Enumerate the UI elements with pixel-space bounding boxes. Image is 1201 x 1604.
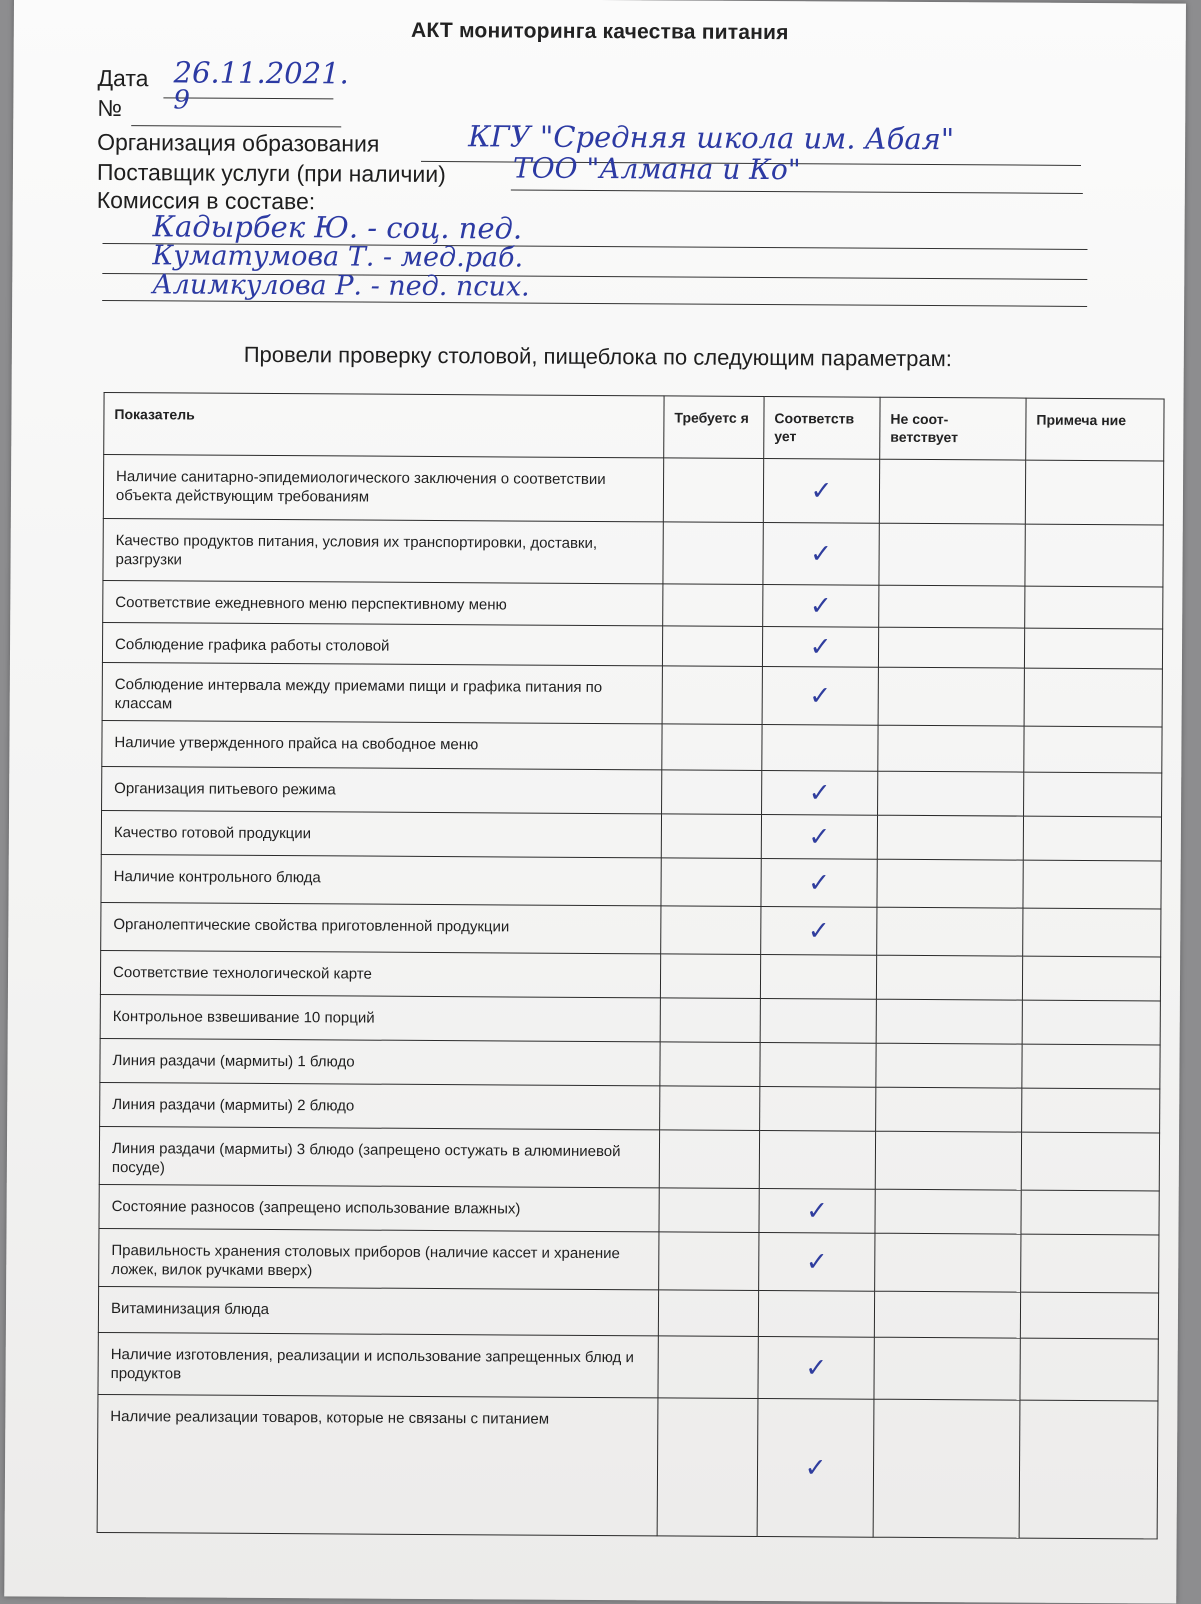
commission-member-1: Кадырбек Ю. - соц. пед. — [152, 209, 523, 246]
complies-cell — [760, 1086, 876, 1131]
table-row — [101, 810, 1161, 860]
param-cell: Линия раздачи (мармиты) 1 блюдо — [100, 1038, 660, 1085]
table-row — [100, 1082, 1160, 1132]
required-cell — [659, 1232, 759, 1291]
supplier-label: Поставщик услуги (при наличии) — [96, 158, 446, 188]
complies-cell — [759, 1188, 875, 1233]
table-row — [98, 1286, 1158, 1338]
table-row — [103, 518, 1163, 586]
param-cell: Соблюдение интервала между приемами пищи и графика питания по классам — [102, 662, 662, 723]
complies-cell — [759, 1130, 875, 1189]
number-value: 9 — [173, 85, 191, 116]
complies-cell — [761, 907, 877, 956]
commission-label: Комиссия в составе: — [96, 186, 316, 215]
required-cell — [661, 906, 761, 955]
param-cell: Соответствие технологической карте — [100, 950, 660, 997]
param-cell: Наличие реализации товаров, которые не связаны с питанием — [97, 1394, 658, 1535]
required-cell — [659, 1188, 759, 1233]
not-complies-cell — [876, 1043, 1022, 1088]
param-cell: Линия раздачи (мармиты) 2 блюдо — [100, 1082, 660, 1129]
complies-cell — [760, 998, 876, 1043]
required-cell — [661, 858, 761, 907]
complies-cell — [757, 1398, 874, 1537]
checkmark-icon: ✓ — [804, 1452, 827, 1483]
not-complies-cell — [874, 1337, 1020, 1400]
supplier-underline — [511, 189, 1083, 193]
required-cell — [659, 1130, 759, 1189]
not-complies-cell — [875, 1131, 1021, 1190]
not-complies-cell — [877, 815, 1023, 860]
checkmark-icon: ✓ — [805, 1352, 828, 1383]
commission-member-3: Алимкулова Р. - пед. псих. — [152, 269, 530, 303]
param-cell: Линия раздачи (мармиты) 3 блюдо (запрещено остужать в алюминиевой посуде) — [99, 1126, 659, 1187]
param-cell: Витаминизация блюда — [98, 1286, 658, 1335]
table-row — [99, 1126, 1159, 1190]
note-cell — [1023, 816, 1161, 861]
supplier-value: ТОО "Алмана и Ко" — [512, 151, 801, 187]
table-row — [102, 622, 1162, 668]
table-header-row — [104, 392, 1164, 460]
param-cell: Качество готовой продукции — [101, 810, 661, 857]
checkmark-icon: ✓ — [808, 821, 831, 852]
not-complies-cell — [878, 725, 1024, 772]
complies-cell — [760, 954, 876, 999]
table-row — [101, 854, 1161, 908]
not-complies-cell — [879, 523, 1025, 586]
table-row — [102, 720, 1162, 772]
note-cell — [1020, 1292, 1158, 1339]
table-row — [103, 454, 1163, 524]
table-row — [100, 994, 1160, 1044]
param-cell: Качество продуктов питания, условия их транспортировки, доставки, разгрузки — [103, 518, 663, 583]
note-cell — [1019, 1400, 1158, 1539]
required-cell — [663, 458, 763, 523]
complies-cell — [758, 1336, 874, 1399]
required-cell — [663, 522, 763, 585]
required-cell — [657, 1398, 758, 1537]
required-cell — [660, 1042, 760, 1087]
date-label: Дата — [97, 64, 149, 92]
checkmark-icon: ✓ — [806, 1195, 829, 1226]
header-required: Требуетс я — [664, 396, 764, 459]
complies-cell — [762, 667, 878, 726]
required-cell — [663, 584, 763, 627]
org-label: Организация образования — [97, 128, 380, 157]
param-cell: Состояние разносов (запрещено использование влажных) — [99, 1184, 659, 1231]
not-complies-cell — [876, 1087, 1022, 1132]
note-cell — [1021, 1132, 1159, 1191]
note-cell — [1024, 772, 1162, 817]
param-cell: Организация питьевого режима — [102, 766, 662, 813]
not-complies-cell — [878, 667, 1024, 726]
required-cell — [660, 1086, 760, 1131]
note-cell — [1024, 628, 1162, 669]
not-complies-cell — [878, 771, 1024, 816]
table-row — [100, 950, 1160, 1000]
note-cell — [1024, 726, 1162, 773]
not-complies-cell — [876, 955, 1022, 1000]
not-complies-cell — [877, 859, 1023, 908]
table-row — [98, 1332, 1158, 1400]
note-cell — [1025, 524, 1163, 587]
not-complies-cell — [876, 999, 1022, 1044]
complies-cell — [761, 815, 877, 860]
param-cell: Наличие утвержденного прайса на свободное меню — [102, 720, 662, 769]
checkmark-icon: ✓ — [808, 777, 831, 808]
document-title: АКТ мониторинга качества питания — [410, 18, 789, 45]
required-cell — [662, 666, 762, 725]
note-cell — [1023, 860, 1161, 909]
param-cell: Наличие санитарно-эпидемиологического заключения о соответствии объекта действующим требованиям — [103, 454, 663, 521]
required-cell — [660, 998, 760, 1043]
table-row — [102, 766, 1162, 816]
required-cell — [660, 954, 760, 999]
number-label: № — [97, 94, 123, 122]
param-cell: Контрольное взвешивание 10 порций — [100, 994, 660, 1041]
table-row — [97, 1394, 1158, 1538]
required-cell — [662, 724, 762, 771]
table-row — [102, 662, 1162, 726]
note-cell — [1023, 908, 1161, 957]
inspection-table — [97, 392, 1165, 1539]
not-complies-cell — [878, 627, 1024, 668]
complies-cell — [762, 725, 878, 772]
note-cell — [1024, 668, 1162, 727]
param-cell: Органолептические свойства приготовленной продукции — [101, 902, 661, 953]
complies-cell — [758, 1290, 874, 1337]
not-complies-cell — [873, 1399, 1020, 1538]
required-cell — [658, 1290, 758, 1337]
commission-member-2: Куматумова Т. - мед.раб. — [152, 240, 524, 274]
complies-cell — [759, 1232, 875, 1291]
checkmark-icon: ✓ — [805, 1246, 828, 1277]
header-indicator: Показатель — [104, 392, 664, 457]
complies-cell — [762, 771, 878, 816]
not-complies-cell — [874, 1291, 1020, 1338]
header-not-complies: Не соот- ветствует — [880, 397, 1026, 460]
checkmark-icon: ✓ — [809, 590, 832, 621]
checkmark-icon: ✓ — [807, 915, 830, 946]
commission-line-3 — [102, 300, 1087, 307]
complies-cell — [762, 627, 878, 668]
param-cell: Соответствие ежедневного меню перспективному меню — [103, 580, 663, 625]
table-row — [103, 580, 1163, 628]
checkmark-icon: ✓ — [808, 867, 831, 898]
complies-cell — [763, 585, 879, 628]
not-complies-cell — [879, 585, 1025, 628]
note-cell — [1022, 1000, 1160, 1045]
checkmark-icon: ✓ — [810, 475, 833, 506]
not-complies-cell — [877, 907, 1023, 956]
org-value: КГУ "Средняя школа им. Абая" — [468, 119, 955, 157]
note-cell — [1022, 956, 1160, 1001]
table-row — [99, 1184, 1159, 1234]
document-sheet — [4, 0, 1186, 1604]
header-note: Примеча ние — [1026, 398, 1164, 461]
date-value: 26.11.2021. — [173, 55, 349, 91]
param-cell: Соблюдение графика работы столовой — [102, 622, 662, 665]
complies-cell — [760, 1042, 876, 1087]
complies-cell — [763, 523, 879, 586]
header-complies: Соответств ует — [764, 397, 880, 460]
table-row — [99, 1228, 1159, 1292]
complies-cell — [763, 459, 879, 524]
checkmark-icon: ✓ — [809, 680, 832, 711]
not-complies-cell — [875, 1189, 1021, 1234]
table-row — [100, 1038, 1160, 1088]
note-cell — [1025, 586, 1163, 629]
complies-cell — [761, 859, 877, 908]
note-cell — [1021, 1234, 1159, 1293]
table-row — [101, 902, 1161, 956]
required-cell — [662, 770, 762, 815]
required-cell — [658, 1336, 758, 1399]
checkmark-icon: ✓ — [810, 538, 833, 569]
param-cell: Правильность хранения столовых приборов (наличие кассет и хранение ложек, вилок ручками вверх) — [99, 1228, 659, 1289]
section-subtitle: Провели проверку столовой, пищеблока по следующим параметрам: — [243, 341, 952, 372]
note-cell — [1020, 1338, 1158, 1401]
number-underline — [131, 125, 341, 127]
required-cell — [662, 626, 762, 667]
note-cell — [1021, 1190, 1159, 1235]
checkmark-icon: ✓ — [809, 631, 832, 662]
not-complies-cell — [879, 459, 1025, 524]
not-complies-cell — [875, 1233, 1021, 1292]
required-cell — [661, 814, 761, 859]
note-cell — [1022, 1088, 1160, 1133]
param-cell: Наличие изготовления, реализации и использование запрещенных блюд и продуктов — [98, 1332, 658, 1397]
param-cell: Наличие контрольного блюда — [101, 854, 661, 905]
note-cell — [1025, 460, 1163, 525]
note-cell — [1022, 1044, 1160, 1089]
